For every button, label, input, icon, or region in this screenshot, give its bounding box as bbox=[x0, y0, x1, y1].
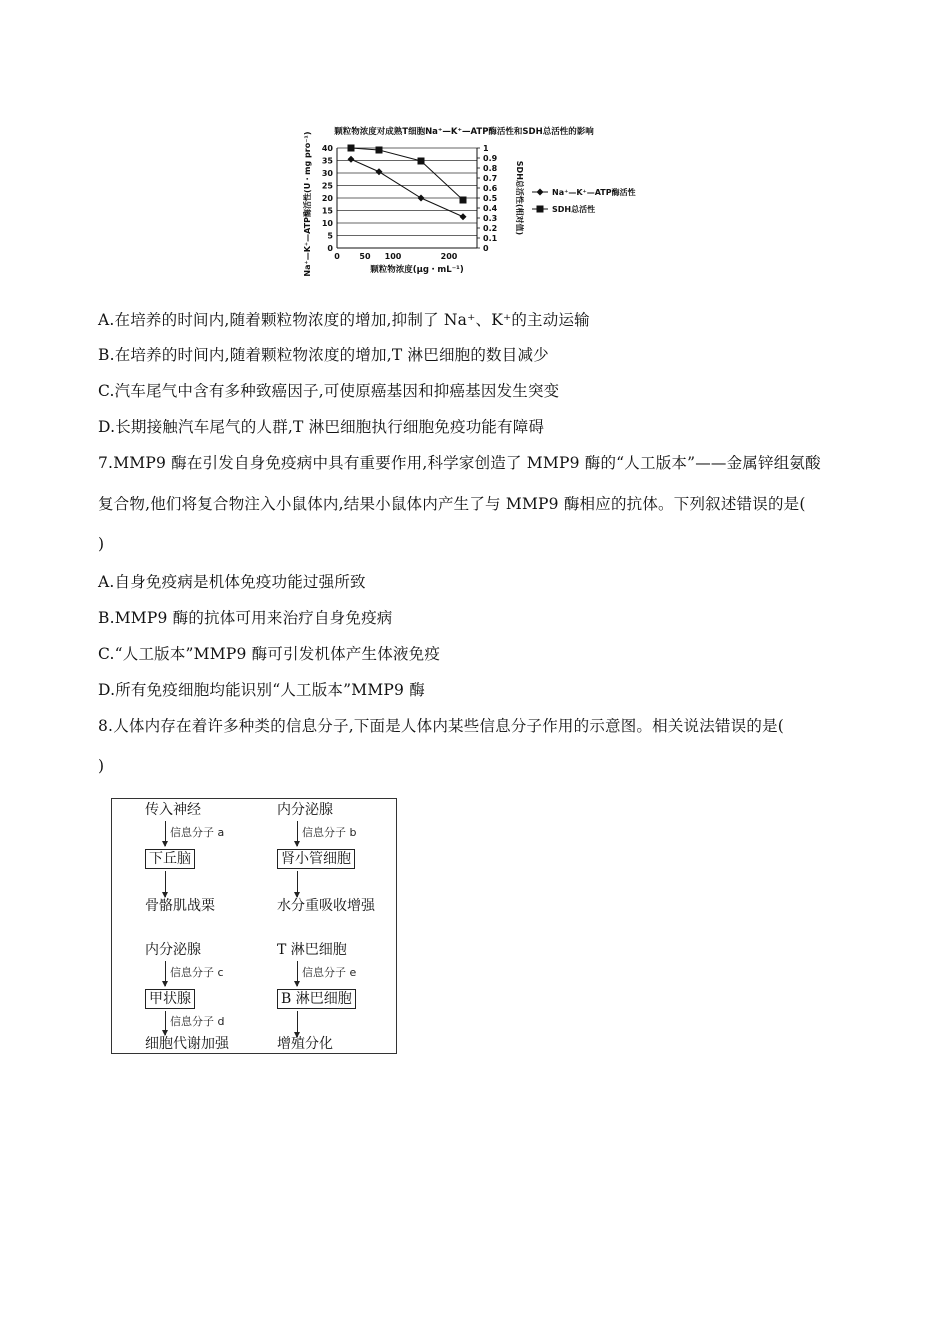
y-right-tick-label: 0.5 bbox=[483, 194, 498, 203]
series-line-2 bbox=[351, 148, 463, 200]
p2-effect: 水分重吸收增强 bbox=[277, 898, 375, 914]
chart-title: 颗粒物浓度对成熟T细胞Na⁺—K⁺—ATP酶活性和SDH总活性的影响 bbox=[334, 127, 594, 137]
p3-signal-2: 信息分子 d bbox=[170, 1015, 225, 1028]
y-right-tick-label: 0.4 bbox=[483, 204, 498, 213]
p1-arrow-2 bbox=[165, 871, 166, 897]
y-right-tick-label: 0.9 bbox=[483, 154, 498, 163]
q7-option-a: A.自身免疫病是机体免疫功能过强所致 bbox=[98, 573, 366, 591]
series-1-point bbox=[348, 156, 355, 163]
q7-option-c: C.“人工版本”MMP9 酶可引发机体产生体液免疫 bbox=[98, 645, 441, 663]
y-left-tick-label: 25 bbox=[321, 181, 333, 191]
y-left-tick-label: 30 bbox=[321, 169, 333, 178]
signal-molecule-diagram bbox=[111, 798, 397, 1054]
p2-signal: 信息分子 b bbox=[302, 826, 357, 839]
legend-marker-2 bbox=[537, 206, 544, 213]
p3-arrow-2 bbox=[165, 1011, 166, 1035]
y-right-tick-label: 0 bbox=[483, 244, 489, 253]
y-right-tick-label: 0.1 bbox=[483, 234, 498, 243]
p1-arrow-1 bbox=[165, 821, 166, 846]
p2-source: 内分泌腺 bbox=[277, 802, 333, 818]
series-2-point bbox=[376, 147, 383, 154]
p3-effect: 细胞代谢加强 bbox=[145, 1036, 229, 1052]
chart bbox=[292, 120, 672, 285]
series-1-point bbox=[418, 195, 425, 202]
x-axis-label: 颗粒物浓度(μg・mL⁻¹) bbox=[370, 265, 464, 275]
x-tick-label: 100 bbox=[384, 252, 402, 261]
p2-arrow-1 bbox=[297, 821, 298, 846]
legend-label-2: SDH总活性 bbox=[552, 205, 596, 214]
y-left-tick-label: 10 bbox=[321, 219, 333, 228]
series-2-point bbox=[348, 145, 355, 152]
y-right-tick-label: 0.6 bbox=[483, 184, 498, 193]
p4-target-box: B 淋巴细胞 bbox=[277, 989, 356, 1009]
p3-arrow-1 bbox=[165, 961, 166, 986]
series-line-1 bbox=[351, 159, 463, 217]
p2-arrow-2 bbox=[297, 871, 298, 897]
y-left-tick-label: 35 bbox=[321, 156, 333, 166]
series-2-point bbox=[460, 197, 467, 204]
y-right-tick-label: 0.7 bbox=[483, 174, 498, 183]
q6-option-b: B.在培养的时间内,随着颗粒物浓度的增加,T 淋巴细胞的数目减少 bbox=[98, 346, 549, 364]
q8-stem-line-2: ) bbox=[98, 757, 105, 775]
p4-signal: 信息分子 e bbox=[302, 966, 357, 979]
y-right-tick-label: 1 bbox=[483, 144, 489, 153]
q6-option-a: A.在培养的时间内,随着颗粒物浓度的增加,抑制了 Na⁺、K⁺的主动运输 bbox=[98, 311, 590, 329]
q7-stem-line-2: 复合物,他们将复合物注入小鼠体内,结果小鼠体内产生了与 MMP9 酶相应的抗体。下列叙述错误的是( bbox=[98, 495, 806, 513]
legend-marker-1 bbox=[537, 189, 544, 196]
y-right-tick-label: 0.2 bbox=[483, 224, 498, 233]
series-2-point bbox=[418, 158, 425, 165]
y-right-tick-label: 0.8 bbox=[483, 164, 498, 173]
q7-stem-line-3: ) bbox=[98, 535, 105, 553]
y-left-tick-label: 15 bbox=[321, 206, 333, 216]
q7-option-d: D.所有免疫细胞均能识别“人工版本”MMP9 酶 bbox=[98, 681, 425, 699]
p4-effect: 增殖分化 bbox=[277, 1036, 333, 1052]
y-left-tick-label: 20 bbox=[321, 194, 333, 203]
y-left-tick-label: 5 bbox=[327, 231, 333, 241]
p1-source: 传入神经 bbox=[145, 802, 201, 818]
y-left-tick-label: 0 bbox=[327, 244, 333, 253]
y-left-axis-label: Na⁺—K⁺—ATP酶活性(U・mg pro⁻¹) bbox=[303, 131, 312, 277]
chart-svg bbox=[292, 120, 672, 285]
p4-arrow-2 bbox=[297, 1011, 298, 1037]
q8-stem-line-1: 8.人体内存在着许多种类的信息分子,下面是人体内某些信息分子作用的示意图。相关说法错误的是( bbox=[98, 717, 784, 735]
p4-arrow-1 bbox=[297, 961, 298, 986]
p1-effect: 骨骼肌战栗 bbox=[145, 898, 215, 914]
x-tick-label: 200 bbox=[440, 252, 458, 261]
y-right-tick-label: 0.3 bbox=[483, 214, 498, 223]
p2-target-box: 肾小管细胞 bbox=[277, 849, 355, 869]
x-tick-label: 0 bbox=[334, 252, 340, 261]
p3-target-box: 甲状腺 bbox=[145, 989, 195, 1009]
q6-option-d: D.长期接触汽车尾气的人群,T 淋巴细胞执行细胞免疫功能有障碍 bbox=[98, 418, 545, 436]
q6-option-c: C.汽车尾气中含有多种致癌因子,可使原癌基因和抑癌基因发生突变 bbox=[98, 382, 560, 400]
q7-option-b: B.MMP9 酶的抗体可用来治疗自身免疫病 bbox=[98, 609, 393, 627]
p4-source: T 淋巴细胞 bbox=[277, 942, 347, 958]
p1-target-box: 下丘脑 bbox=[145, 849, 195, 869]
y-left-tick-label: 40 bbox=[321, 144, 333, 153]
q7-stem-line-1: 7.MMP9 酶在引发自身免疫病中具有重要作用,科学家创造了 MMP9 酶的“人工版本”——金属锌组氨酸 bbox=[98, 454, 821, 472]
p3-source: 内分泌腺 bbox=[145, 942, 201, 958]
p1-signal: 信息分子 a bbox=[170, 826, 225, 839]
series-1-point bbox=[376, 168, 383, 175]
legend-label-1: Na⁺—K⁺—ATP酶活性 bbox=[552, 188, 636, 197]
y-right-axis-label: SDH总活性(相对值) bbox=[515, 160, 524, 236]
p3-signal: 信息分子 c bbox=[170, 966, 224, 979]
x-tick-label: 50 bbox=[359, 252, 371, 261]
series-1-point bbox=[460, 213, 467, 220]
